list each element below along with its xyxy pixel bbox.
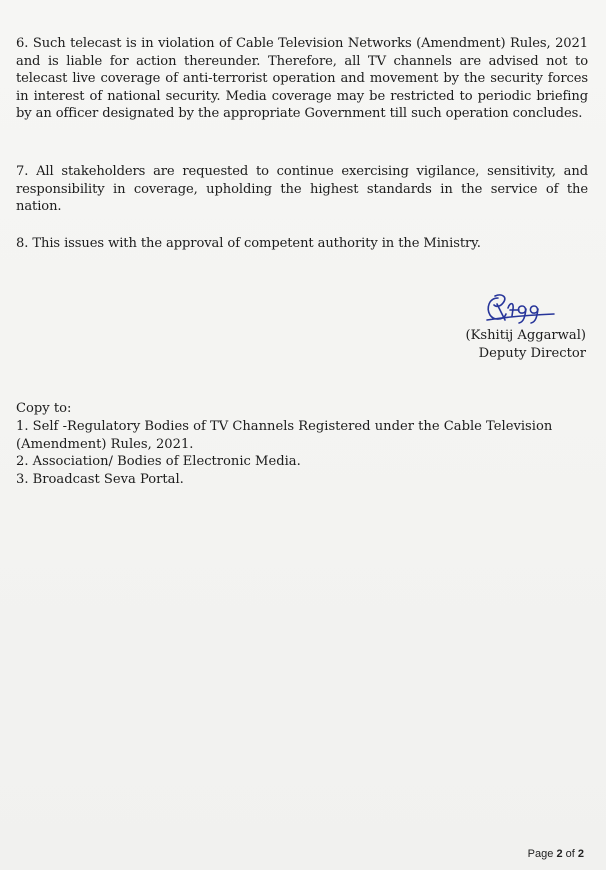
- page-label: Page: [527, 848, 554, 860]
- paragraph-6: 6. Such telecast is in violation of Cable Television Networks (Amendment) Rules, 2021 and is liable for action thereunder. Therefore, all TV channels are advised not to telecast live coverage of anti-terrorist operation and movement by the security forces in interest of national security. Media coverage may be restricted to periodic briefing by an officer designated by the appropriate Government till such operation concludes.: [16, 36, 588, 122]
- signatory-name: (Kshitij Aggarwal): [465, 328, 586, 343]
- list-item: 2. Association/ Bodies of Electronic Media.: [16, 454, 301, 470]
- copy-to-heading: Copy to:: [16, 401, 72, 416]
- total-pages: 2: [577, 848, 584, 860]
- paragraph-7: 7. All stakeholders are requested to continue exercising vigilance, sensitivity, and responsibility in coverage, upholding the highest standards in the service of the nation.: [16, 164, 588, 215]
- copy-to-list: [16, 418, 588, 488]
- handwritten-signature: [484, 290, 560, 326]
- signatory-title: Deputy Director: [478, 346, 586, 361]
- list-item: 1. Self -Regulatory Bodies of TV Channels Registered under the Cable Television (Amendment) Rules, 2021.: [16, 419, 553, 452]
- of-label: of: [565, 848, 575, 860]
- list-item: 3. Broadcast Seva Portal.: [16, 471, 184, 487]
- page-number: [528, 848, 584, 860]
- current-page: 2: [556, 848, 563, 860]
- paragraph-8: 8. This issues with the approval of competent authority in the Ministry.: [16, 236, 481, 251]
